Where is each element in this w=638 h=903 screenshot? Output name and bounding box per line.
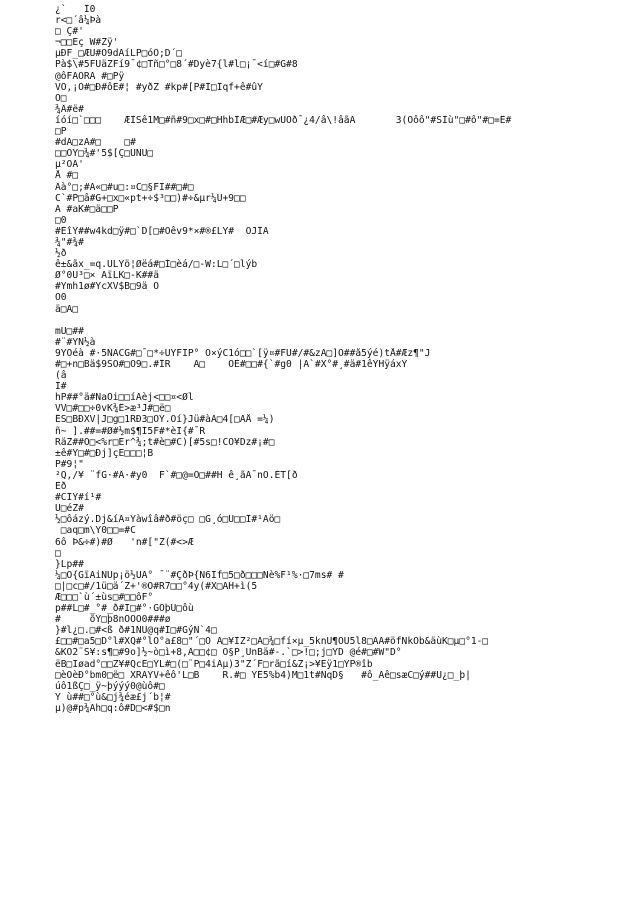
text-line: }#l¿□.□#<ß ð#1NÜ@q#Ì□#GýN`4□ [55, 625, 217, 637]
text-line: ä□A□ [55, 303, 79, 315]
text-line: ñ~ ].##=#Ø#½m$¶Ì5F#*èI{#¯R [55, 425, 206, 437]
text-line: Ó0 [55, 292, 67, 304]
text-line: #CÍÝ#í¹# [55, 492, 102, 504]
text-line: RäZ##O□<%r□Er^¾;t#è□#C)[#5s□!CÖ¥Dz#¡#□ [55, 436, 275, 448]
text-line: □ [55, 547, 61, 559]
text-line: □|□c□#/1ü□ä´Z+'®Ö#R7□□°4y(#X□AH+ì(5 [55, 580, 258, 592]
text-line: ¿` Î0 [55, 4, 96, 15]
text-line: £□□#□a5□D°l#XQ#°lÖ°a£8□"´□Ö A□¥ÌZ²□Ã□¾□fí×µ_5knÜ¶ÖÛ5l8□AÃ#öfNkÖb&äùK□µ□°1-□ [55, 636, 489, 648]
text-line: Ü□éZ# [55, 503, 84, 515]
text-line: ±ê#Ý□#□Ðj]çE□□□¦B [55, 447, 154, 459]
text-line: VÕ,¡Ö#□Ð#ôE#¦ #yðZ #kp#[P#Ì□Îqf+ê#ûY [55, 81, 263, 93]
text-line: (â [55, 370, 67, 382]
text-line: ê±&ãx_=q.ÜLÝö¦Øëá#□Í□èá/□-W:L□´□lýb [55, 259, 258, 271]
text-line: P#9¦" [55, 458, 84, 470]
text-line: p##L□#_°#_ð#I□#°·GOþÜ□ôù [55, 603, 194, 615]
text-line: ²Q,/¥ ¨fG·#Â·#y0 F`#□@=O□##H ê¸ãÃ¯nÔ.ÈT[ð [55, 469, 298, 481]
text-line: □ Ç#' [55, 26, 84, 38]
text-line: ¾Â#ë# [55, 103, 84, 115]
text-line: Å #□ [55, 170, 79, 182]
text-line: ½□ôázý.Dj&íÃ¤Ýàwîâ#ð#öç□ □G¸ó□U□□Î#¹Äö□ [55, 514, 281, 526]
text-line: µ²ÖÃ' [55, 159, 84, 171]
text-line: ¼□Ö{GïÄiNÜp¡ö½ÜÃ° ¯¨#ÇðÞ{N6If□5□ð□□□Nè%F¹%·□7ms# # [55, 569, 344, 581]
text-line: 9YÓéà #·5NACG#□¯□*÷ÜYFIP° Ó×ýC1ó□□`[ÿ¤#FÜ#/#&zA□]Ó##å5ýé)tÅ#Æz¶"J [55, 347, 431, 359]
text-line: Ö□ [55, 92, 67, 104]
text-line: ½ð [55, 248, 67, 260]
text-line: }Lp## [55, 558, 84, 570]
text-line: 6ô Þ&÷#)#Ø 'n#["Z(#<>Æ [55, 536, 194, 548]
text-line: VV□#□□÷0vK¾Ê>æ³J#□ë□ [55, 403, 171, 415]
text-line: Y ù##□°ù&□j¾éæ£j´b¦# [55, 691, 171, 703]
text-line: ÊS□BÐXV|J□g□1RÐ3□ÖÝ.Oí}Jü#àÃ□4[□AÅ =¼) [55, 414, 275, 426]
text-line: µÐF_□ÆU#O9dÄíLP□óÕ;D´□ [55, 48, 183, 60]
text-line: #¨#ÝN½à [55, 336, 96, 348]
text-line: Ì# [55, 381, 67, 393]
text-line [55, 315, 630, 326]
text-line: úô1ßÇ□_ÿ~þýýý0@ùô#□ [55, 680, 165, 692]
text-line: # õÝ□þ8nOÖÖ0###ø [55, 614, 171, 626]
text-line: ¬□□Eç W#Zÿ' [55, 37, 119, 49]
text-line: íóí□`□□□ ÆÌSê1M□#ñ#9□x□#□HhbÎÆ□#Æy□wUÖð¯¿4/â\!âãÃ 3(Óôô"#SÌù"□#ô"#□=Ê# [55, 114, 512, 126]
text-line: ¾"#¾# [55, 236, 84, 248]
text-line: Èð [55, 481, 67, 493]
text-line: □P [55, 126, 67, 138]
text-line: ëB□Iøad°□□Z¥#QcE□ÝL#□(□¨P□4iÃµ)3"Z´F□rã□í&Z¡>¥Ëÿ1□ÝP®îb [55, 658, 373, 670]
text-line: Pà$\#5FÜäZFí9¯¢□Tñ□°□8´#Dyè7{l#l□¡¯<í□#G#8 [55, 59, 298, 71]
text-line: □□ÔÝ□¾#'5$[Ç□ÜNÜ□ [55, 148, 154, 160]
text-line: mÜ□## [55, 325, 84, 337]
text-line: r<□´â¼Þà [55, 15, 102, 27]
text-line: µ)@#p¾Ah□q:ô#D□<#$□n [55, 702, 171, 714]
text-line: □aq□m\Y0□□=#C [55, 525, 136, 537]
text-line: Æ□□□`ù´±ùs□#□□ôF° [55, 591, 154, 603]
text-line: Âà°□;#Ä«□#u□:¤C□§FI##□#□ [55, 181, 194, 193]
text-line: &KÖ2¨S¥:s¶□#9o]½~ò□ì+8,Ã□□¢□ Ö§P¸ÜnBä#-.`□>!□;j□ÝD @é#□#W"D° [55, 647, 402, 659]
text-line: #Ymh1ø#YcXV$B□9ä Ô [55, 281, 159, 293]
text-line: □0 [55, 214, 67, 226]
text-line: □èÓèÐ°bm0□ë□ XRÄÝV+êô'L□B R.#□ ÝÊ5%b4)M□1t#ÑqD§ #ô_Ãê□sæC□ý##Û¿□_þ| [55, 669, 471, 681]
text-line: #ÈîÝ##w4kd□ÿ#□`D[□#Öêv9*×#®£LY# ÖJÎÄ [55, 225, 269, 237]
text-line: hP##°ä#NaÖi□□íÃèj<□□¤<Øl [55, 392, 194, 404]
text-line: Ã #aK#□ä□□P [55, 203, 119, 215]
text-line: #□+n□Bä$9SÖ#□Ó9□.#ÎR Ä□ ÕÈ#□□#{`#g0 |A`#X°#¸#ä#1êÝHÿáxÝ [55, 359, 408, 370]
document-body [55, 4, 630, 714]
text-line: Ø°0Ü³□× ÄïLK□-K##ä [55, 270, 159, 282]
text-line: #dA□zA#□ □# [55, 137, 136, 149]
text-line: C`#P□â#G+□x□«pt+÷$³□□)#÷&µr¼U+9□□ [55, 192, 246, 204]
text-line: @ôFÄORÄ #□Pÿ [55, 70, 125, 82]
